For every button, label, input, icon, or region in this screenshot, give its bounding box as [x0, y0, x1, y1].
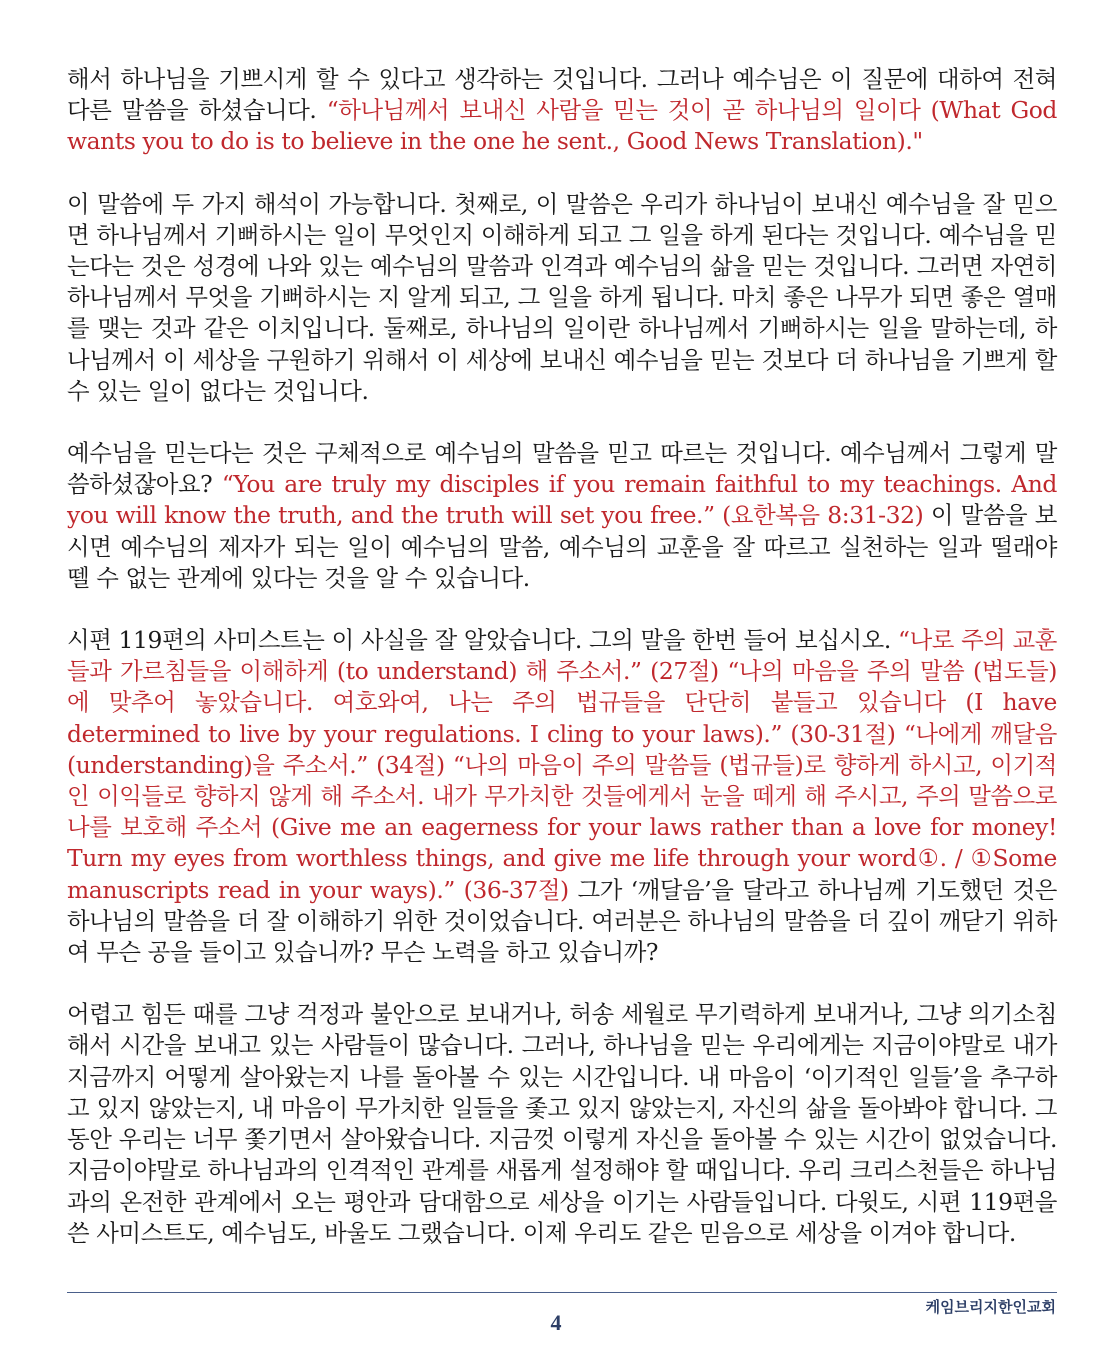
paragraph-1 [67, 64, 1057, 158]
paragraph-text: 시편 119편의 사미스트는 이 사실을 잘 알았습니다. 그의 말을 한번 들어 보십시오. [67, 626, 899, 655]
paragraph-text: 이 말씀에 두 가지 해석이 가능합니다. 첫째로, 이 말씀은 우리가 하나님이 보내신 예수님을 잘 믿으면 하나님께서 기뻐하시는 일이 무엇인지 이해하게 되고 그 일을 하게 된다는 것입니다. 예수님을 믿는다는 것은 성경에 나와 있는 예수님의 말씀과 인격과 예수님의 삶을 믿는 것입니다. 그러면 자연히 하나님께서 무엇을 기뻐하시는 지 알게 되고, 그 일을 하게 됩니다. 마치 좋은 나무가 되면 좋은 열매를 맺는 것과 같은 이치입니다. 둘째로, 하나님의 일이란 하나님께서 기뻐하시는 일을 말하는데, 하나님께서 이 세상을 구원하기 위해서 이 세상에 보내신 예수님을 믿는 것보다 더 하나님을 기쁘게 할 수 있는 일이 없다는 것입니다. [67, 189, 1057, 405]
page-number: 4 [550, 1310, 562, 1335]
paragraph-5 [67, 999, 1057, 1249]
paragraph-text: 예수님을 믿는다는 것은 구체적으로 예수님의 말씀을 믿고 따르는 것입니다. 예수님께서 그렇게 말씀하셨잖아요? [67, 439, 1057, 499]
paragraph-text: 해서 하나님을 기쁘시게 할 수 있다고 생각하는 것입니다. 그러나 예수님은 이 질문에 대하여 전혀 다른 말씀을 하셨습니다. [67, 65, 1057, 125]
scripture-quote: “하나님께서 보내신 사람을 믿는 것이 곧 하나님의 일이다 (What God wants you to do is to believe in the one he sent., Good News Translation)." [67, 96, 1058, 156]
paragraph-text: 그가 ‘깨달음’을 달라고 하나님께 기도했던 것은 하나님의 말씀을 더 잘 이해하기 위한 것이었습니다. 여러분은 하나님의 말씀을 더 깊이 깨닫기 위하여 무슨 공을 들이고 있습니까? 무슨 노력을 하고 있습니까? [67, 875, 1058, 967]
paragraph-3 [67, 438, 1057, 594]
paragraph-4 [67, 625, 1057, 968]
page-body [67, 64, 1057, 1280]
footer-divider [67, 1292, 1057, 1293]
paragraph-text: 이 말씀을 보시면 예수님의 제자가 되는 일이 예수님의 말씀, 예수님의 교훈을 잘 따르고 실천하는 일과 떨래야 뗄 수 없는 관계에 있다는 것을 알 수 있습니다. [67, 501, 1057, 592]
church-name: 케임브리지한인교회 [925, 1298, 1056, 1316]
paragraph-text: 어렵고 힘든 때를 그냥 걱정과 불안으로 보내거나, 허송 세월로 무기력하게 보내거나, 그냥 의기소침해서 시간을 보내고 있는 사람들이 많습니다. 그러나, 하나님을 믿는 우리에게는 지금이야말로 내가 지금까지 어떻게 살아왔는지 나를 돌아볼 수 있는 시간입니다. 내 마음이 ‘이기적인 일들’을 추구하고 있지 않았는지, 내 마음이 무가치한 일들을 좇고 있지 않았는지, 자신의 삶을 돌아봐야 합니다. 그동안 우리는 너무 쫓기면서 살아왔습니다. 지금껏 이렇게 자신을 돌아볼 수 있는 시간이 없었습니다. 지금이야말로 하나님과의 인격적인 관계를 새롭게 설정해야 할 때입니다. 우리 크리스천들은 하나님과의 온전한 관계에서 오는 평안과 담대함으로 세상을 이기는 사람들입니다. 다윗도, 시편 119편을 쓴 사미스트도, 예수님도, 바울도 그랬습니다. 이제 우리도 같은 믿음으로 세상을 이겨야 합니다. [67, 1000, 1057, 1247]
scripture-quote: “나로 주의 교훈들과 가르침들을 이해하게 (to understand) 해 주소서.” (27절) “나의 마음을 주의 말씀 (법도들)에 맞추어 놓았습니다. 여호와여, 나는 주의 법규들을 단단히 붙들고 있습니다 (I have determined to live by your regulations. I cling to your laws).” (30-31절) “나에게 깨달음 (understanding)을 주소서.” (34절) “나의 마음이 주의 말씀들 (법규들)로 향하게 하시고, 이기적인 이익들로 향하지 않게 해 주소서. 내가 무가치한 것들에게서 눈을 떼게 해 주시고, 주의 말씀으로 나를 보호해 주소서 (Give me an eagerness for your laws rather than a love for money! Turn my eyes from worthless things, and give me life through your word①. / ①Some manuscripts read in your ways).” (36-37절) [67, 626, 1057, 904]
scripture-quote: “You are truly my disciples if you remain faithful to my teachings. And you will know the truth, and the truth will set you free.” (요한복음 8:31-32) [67, 470, 1057, 530]
paragraph-2 [67, 189, 1057, 407]
